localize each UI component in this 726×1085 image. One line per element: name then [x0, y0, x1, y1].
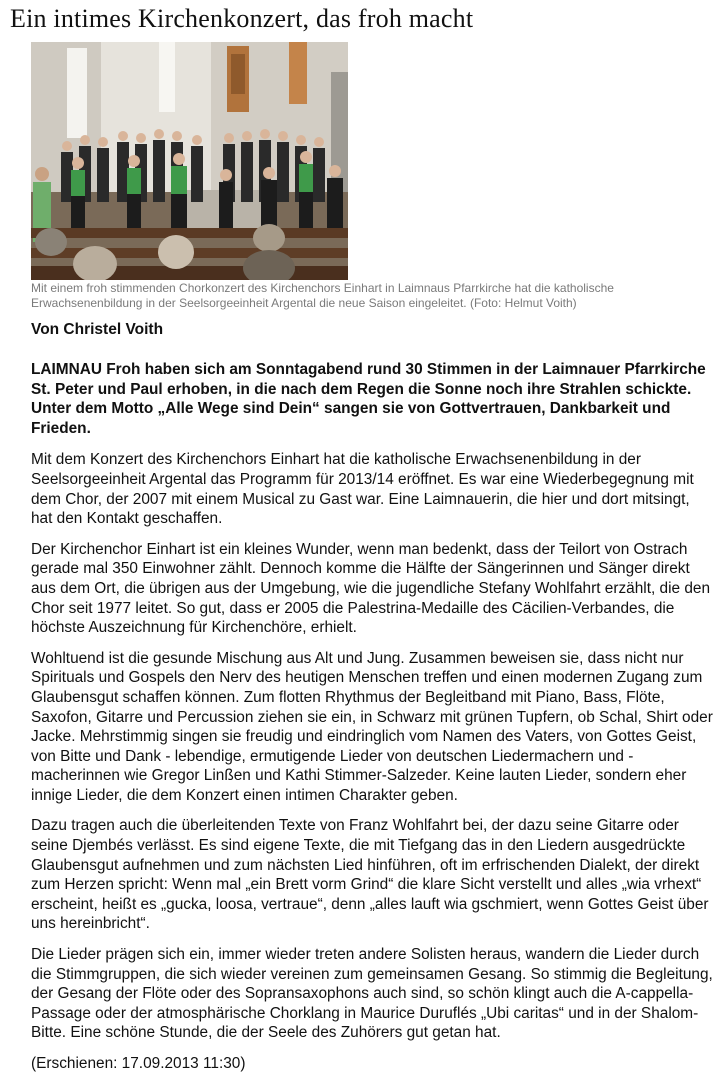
publication-date: (Erschienen: 17.09.2013 11:30): [31, 1055, 246, 1072]
article-body: [31, 360, 715, 1085]
photo-caption-line: Erwachsenenbildung in der Seelsorgeeinheit Argental die neue Saison eingeleitet. (Foto: Helmut Voith): [31, 296, 577, 310]
photo-caption: [31, 281, 711, 311]
article-headline: Ein intimes Kirchenkonzert, das froh macht: [10, 4, 474, 33]
body-paragraph: Dazu tragen auch die überleitenden Texte von Franz Wohlfahrt bei, der dazu seine Gitarre oder seine Djembés verlässt. Es sind eigene Texte, die mit Tiefgang das in den Liedern ausgedrückte Glaubensgut aufnehmen und zum nächsten Lied hinführen, oft im erfrischenden Dialekt, der direkt zum Herzen spricht: Wenn mal „ein Brett vorm Grind“ die klare Sicht verstellt und alles „wia vrhext“ erscheint, heißt es „gucka, loosa, vertraue“, denn „alles lauft wia gschmiert, wenn Gottes Geist über uns hereinbricht“.: [31, 817, 709, 933]
choir-concert-photo: [31, 42, 348, 280]
body-paragraph: Wohltuend ist die gesunde Mischung aus Alt und Jung. Zusammen beweisen sie, dass nicht nur Spirituals und Gospels den Nerv des heutigen Menschen treffen und einen modernen Zugang zum Glaubensgut schaffen können. Zum flotten Rhythmus der Begleitband mit Piano, Bass, Flöte, Saxofon, Gitarre und Percussion ziehen sie ein, in Schwarz mit grünen Tupfern, ob Schal, Shirt oder Jacke. Mehrstimmig singen sie freudig und eindringlich vom Namen des Vaters, von Gottes Geist, von Bitte und Dank - lebendige, ermutigende Lieder von deutschen Liedermachern und -macherinnen wie Gregor Linßen und Kathi Stimmer-Salzeder. Keine lauten Lieder, sondern eher innige Lieder, die dem Konzert einen intimen Charakter geben.: [31, 649, 713, 804]
body-paragraph: Mit dem Konzert des Kirchenchors Einhart hat die katholische Erwachsenenbildung in der Seelsorgeeinheit Argental das Programm für 2013/14 eröffnet. Es war eine Wiederbegegnung mit dem Chor, der 2007 mit einem Musical zu Gast war. Eine Laimnauerin, die hier und dort mitsingt, hat den Kontakt geschaffen.: [31, 451, 694, 528]
lead-paragraph: LAIMNAU Froh haben sich am Sonntagabend rund 30 Stimmen in der Laimnauer Pfarrkirche St. Peter und Paul erhoben, in die nach dem Regen die Sonne noch ihre Strahlen schickte. Unter dem Motto „Alle Wege sind Dein“ sangen sie von Gottvertrauen, Dankbarkeit und Frieden.: [31, 361, 706, 437]
body-paragraph: Der Kirchenchor Einhart ist ein kleines Wunder, wenn man bedenkt, dass der Teilort von Ostrach gerade mal 350 Einwohner zählt. Dennoch komme die Hälfte der Sängerinnen und Sänger direkt aus dem Ort, die übrigen aus der Umgebung, wie die jugendliche Stefany Wohlfahrt erzählt, die den Chor seit 1977 leitet. So gut, dass er 2005 die Palestrina-Medaille des Cäcilien-Verbandes, die höchste Auszeichnung für Kirchenchöre, erhielt.: [31, 540, 711, 637]
body-paragraph: Die Lieder prägen sich ein, immer wieder treten andere Solisten heraus, wandern die Lieder durch die Stimmgruppen, die sich wieder vereinen zum gemeinsamen Gesang. So stimmig die Begleitung, der Gesang der Flöte oder des Sopransaxophons auch sind, so schön klingt auch die A-cappella-Passage oder der atmosphärische Chorklang in Maurice Duruflés „Ubi caritas“ und in der Shalom-Bitte. Eine schöne Stunde, die der Seele des Zuhörers gut getan hat.: [31, 946, 713, 1042]
author-byline: Von Christel Voith: [31, 321, 164, 338]
photo-caption-line: Mit einem froh stimmenden Chorkonzert des Kirchenchors Einhart in Laimnaus Pfarrkirche hat die katholische: [31, 281, 614, 295]
